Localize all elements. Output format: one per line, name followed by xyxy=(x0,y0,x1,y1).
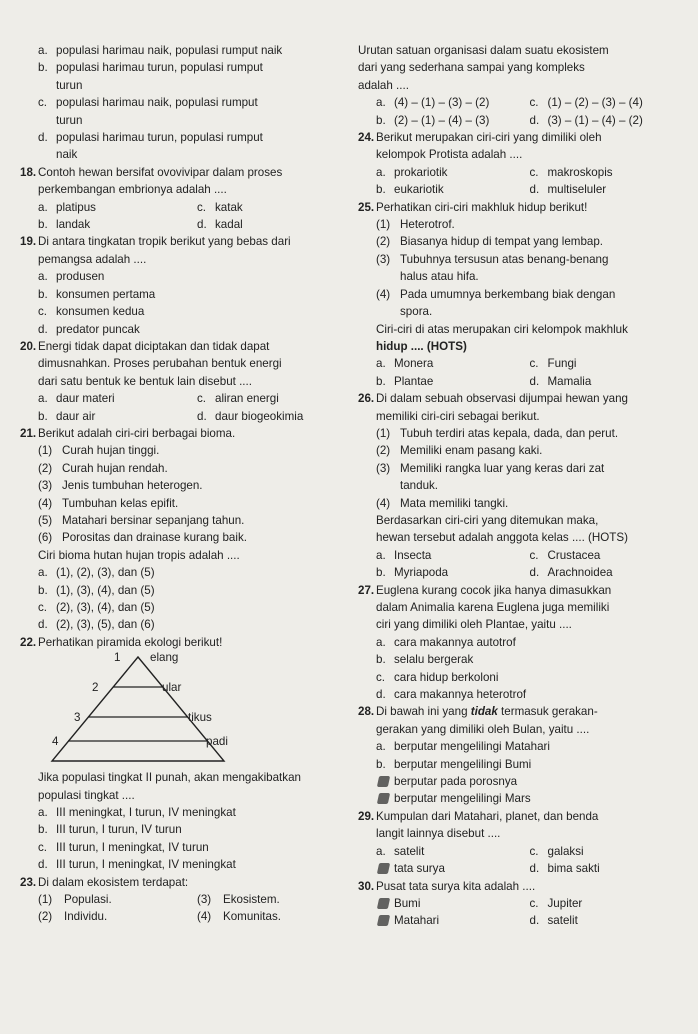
question-23: 23. Di dalam ekosistem terdapat: (1) Populasi. (3) Ekosistem. (2) Individu. (4) Komunitas. xyxy=(20,875,281,924)
level-number: 2 xyxy=(92,681,99,695)
level-number: 1 xyxy=(114,651,121,665)
left-column xyxy=(20,42,356,926)
question-28: 28. Di bawah ini yang tidak termasuk gerakan- gerakan yang dimiliki oleh Bulan, yaitu .... a. berputar mengelilingi Matahari b. berputar mengelilingi Bumi berputar pada porosnya berputar mengelilingi Mars xyxy=(358,703,683,807)
question-25: 25. Perhatikan ciri-ciri makhluk hidup berikut! (1) Heterotrof. (2) Biasanya hidup di tempat yang lembap. (3) Tubuhnya tersusun atas benang-benang halus atau hifa. (4) Pada umumnya berkembang biak dengan spora. Ciri-ciri di atas merupakan ciri kelompok makhluk hidup .... (HOTS) a. Monera c. Fungi b. Plantae d. Mamalia xyxy=(358,200,628,388)
q17-options: a. populasi harimau naik, populasi rumput naik b. populasi harimau turun, populasi rumput turun c. populasi harimau naik, populasi rumput turun d. populasi harimau turun, populasi rumput naik xyxy=(38,44,283,162)
answer-mark xyxy=(376,912,394,929)
right-column xyxy=(358,42,683,930)
level-label: tikus xyxy=(188,711,212,725)
level-label: padi xyxy=(206,735,228,749)
level-label: ular xyxy=(162,681,182,695)
question-29: 29. Kumpulan dari Matahari, planet, dan benda langit lainnya disebut .... a. satelit c. galaksi tata surya d. bima sakti xyxy=(358,808,683,878)
question-27: 27. Euglena kurang cocok jika hanya dimasukkan dalam Animalia karena Euglena juga memiliki ciri yang dimiliki oleh Plantae, yaitu .... a. cara makannya autotrof b. selalu bergerak c. cara hidup berkoloni d. cara makannya heterotrof xyxy=(358,583,612,702)
question-19: 19. Di antara tingkatan tropik berikut yang bebas dari pemangsa adalah .... a. produsen b. konsumen pertama c. konsumen kedua d. predator puncak xyxy=(20,235,291,336)
question-23-continued: Urutan satuan organisasi dalam suatu ekosistem dari yang sederhana sampai yang kompleks adalah .... a. (4) – (1) – (3) – (2) c. (1) – (2) – (3) – (4) b. (2) – (1) – (4) – (3) d. (3) – (1) – (4) – (2) xyxy=(358,44,643,127)
question-26: 26. Di dalam sebuah observasi dijumpai hewan yang memiliki ciri-ciri sebagai berikut. (1) Tubuh terdiri atas kepala, dada, dan perut. (2) Memiliki enam pasang kaki. (3) Memiliki rangka luar yang keras dari zat tanduk. (4) Mata memiliki tangki. Berdasarkan ciri-ciri yang ditemukan maka, hewan tersebut adalah anggota kelas .... (HOTS) a. Insecta c. Crustacea b. Myriapoda d. Arachnoidea xyxy=(358,392,628,580)
answer-mark xyxy=(376,790,394,807)
answer-mark xyxy=(376,860,394,877)
level-number: 3 xyxy=(74,711,81,725)
answer-mark xyxy=(376,895,394,912)
question-20: 20. Energi tidak dapat diciptakan dan tidak dapat dimusnahkan. Proses perubahan bentuk energi dari satu bentuk ke bentuk lain disebut .... a. daur materi c. aliran energi b. daur air d. daur biogeokimia xyxy=(20,339,304,423)
question-24: 24. Berikut merupakan ciri-ciri yang dimiliki oleh kelompok Protista adalah .... a. prokariotik c. makroskopis b. eukariotik d. multiseluler xyxy=(358,131,613,197)
question-21: 21. Berikut adalah ciri-ciri berbagai bioma. (1) Curah hujan tinggi. (2) Curah hujan rendah. (3) Jenis tumbuhan heterogen. (4) Tumbuhan kelas epifit. (5) Matahari bersinar sepanjang tahun. (6) Porositas dan drainase kurang baik. Ciri bioma hutan hujan tropis adalah .... a. (1), (2), (3), dan (5) b. (1), (3), (4), dan (5) c. (2), (3), (4), dan (5) d. (2), (3), (5), dan (6) xyxy=(20,426,247,632)
question-30: 30. Pusat tata surya kita adalah .... Bumi c. Jupiter Matahari d. satelit xyxy=(358,878,683,930)
ecological-pyramid xyxy=(38,651,356,769)
level-label: elang xyxy=(150,651,179,665)
question-18: 18. Contoh hewan bersifat ovovivipar dalam proses perkembangan embrionya adalah .... a. platipus c. katak b. landak d. kadal xyxy=(20,165,283,232)
question-22: 22. Perhatikan piramida ekologi berikut! 1 elang 2 ular 3 tikus 4 padi Jika populasi tingkat II punah, akan mengakibatkan populasi tingkat .... a. III meningkat, I turun, IV meningkat b. III turun, I turun, IV turun c. III turun, I meningkat, IV turun d. III turun, I meningkat, IV meningkat xyxy=(20,634,356,874)
level-number: 4 xyxy=(52,735,59,749)
answer-mark xyxy=(376,773,394,790)
